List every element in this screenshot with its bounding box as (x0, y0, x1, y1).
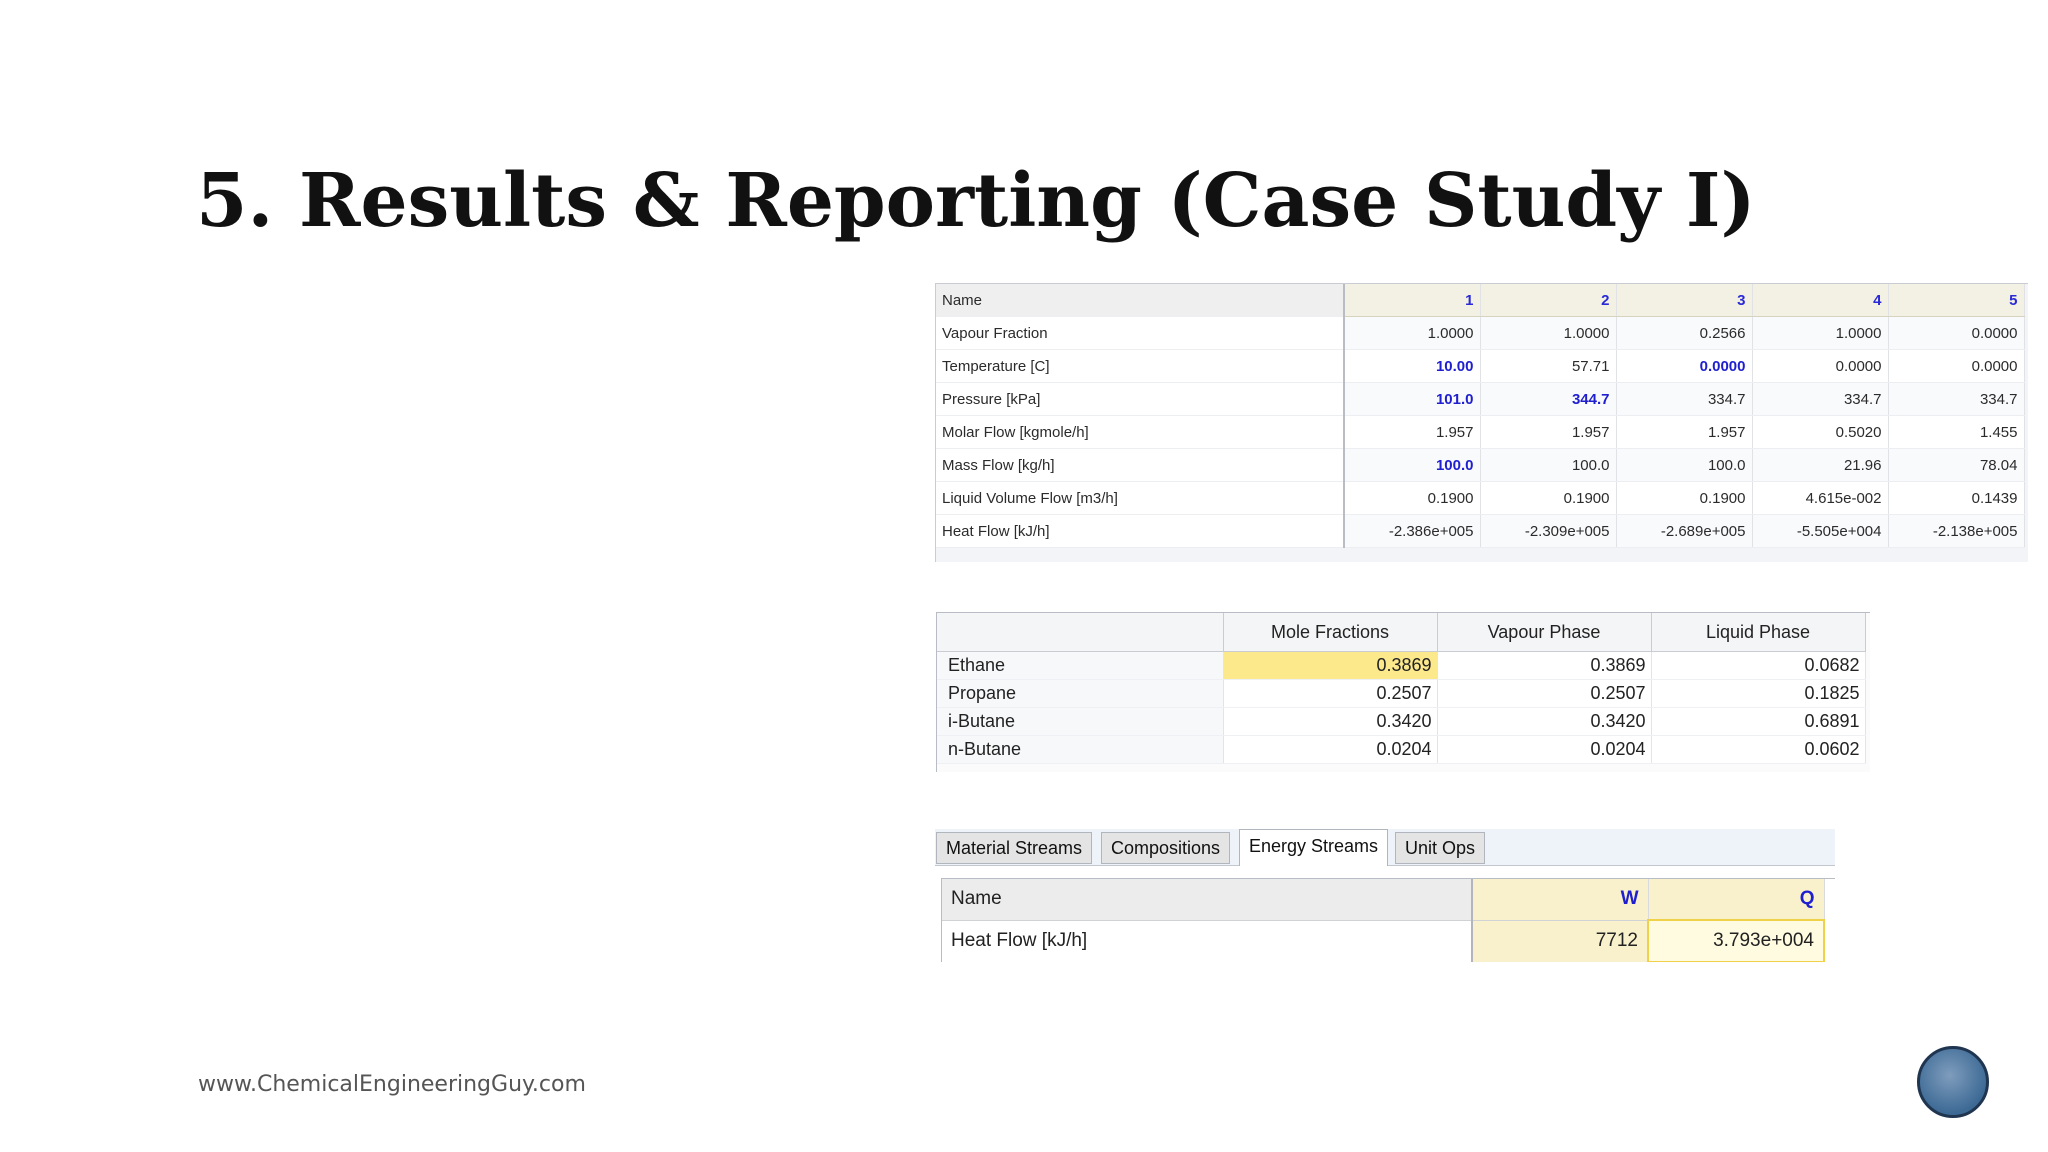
stream-value-cell[interactable]: 1.0000 (1480, 317, 1616, 350)
composition-value-cell[interactable]: 0.3869 (1437, 652, 1651, 680)
composition-row (937, 736, 1865, 764)
stream-table-row (936, 482, 2024, 515)
stream-value-cell[interactable]: 1.0000 (1752, 317, 1888, 350)
stream-row-label: Liquid Volume Flow [m3/h] (936, 482, 1344, 515)
component-name: i-Butane (937, 708, 1223, 736)
stream-row-label: Temperature [C] (936, 350, 1344, 383)
stream-value-cell[interactable]: 10.00 (1344, 350, 1480, 383)
stream-value-cell[interactable]: 78.04 (1888, 449, 2024, 482)
composition-value-cell[interactable]: 0.3420 (1437, 708, 1651, 736)
stream-row-label: Molar Flow [kgmole/h] (936, 416, 1344, 449)
stream-value-cell[interactable]: 100.0 (1480, 449, 1616, 482)
composition-column-header: Liquid Phase (1651, 613, 1865, 652)
composition-value-cell[interactable]: 0.0204 (1223, 736, 1437, 764)
energy-column-q[interactable]: Q (1648, 879, 1824, 920)
stream-summary-table (936, 284, 2025, 548)
slide-title: 5. Results & Reporting (Case Study I) (196, 158, 1756, 244)
stream-value-cell[interactable]: 344.7 (1480, 383, 1616, 416)
stream-table-row (936, 416, 2024, 449)
composition-row (937, 652, 1865, 680)
energy-streams-table (942, 879, 1825, 962)
stream-value-cell[interactable]: 100.0 (1616, 449, 1752, 482)
tab-energy-streams[interactable]: Energy Streams (1239, 829, 1388, 866)
stream-value-cell[interactable]: -2.138e+005 (1888, 515, 2024, 548)
stream-value-cell[interactable]: -5.505e+004 (1752, 515, 1888, 548)
composition-value-cell[interactable]: 0.0204 (1437, 736, 1651, 764)
stream-column-header[interactable]: 3 (1616, 284, 1752, 317)
composition-value-cell[interactable]: 0.6891 (1651, 708, 1865, 736)
stream-value-cell[interactable]: 0.2566 (1616, 317, 1752, 350)
stream-value-cell[interactable]: 0.1900 (1616, 482, 1752, 515)
stream-value-cell[interactable]: 101.0 (1344, 383, 1480, 416)
composition-value-cell[interactable]: 0.3869 (1223, 652, 1437, 680)
component-name: Propane (937, 680, 1223, 708)
stream-summary-panel (935, 283, 2028, 562)
component-name: Ethane (937, 652, 1223, 680)
stream-value-cell[interactable]: 0.0000 (1888, 317, 2024, 350)
stream-table-row (936, 350, 2024, 383)
stream-column-header[interactable]: 5 (1888, 284, 2024, 317)
stream-value-cell[interactable]: -2.689e+005 (1616, 515, 1752, 548)
stream-row-label: Heat Flow [kJ/h] (936, 515, 1344, 548)
stream-value-cell[interactable]: 100.0 (1344, 449, 1480, 482)
energy-header-row (942, 879, 1824, 920)
composition-header-row (937, 613, 1865, 652)
tab-compositions[interactable]: Compositions (1101, 832, 1230, 864)
stream-value-cell[interactable]: 0.1900 (1344, 482, 1480, 515)
composition-row (937, 680, 1865, 708)
tab-material-streams[interactable]: Material Streams (936, 832, 1092, 864)
energy-row-label: Heat Flow [kJ/h] (942, 920, 1472, 962)
energy-streams-panel (941, 878, 1835, 962)
composition-column-header: Vapour Phase (1437, 613, 1651, 652)
composition-value-cell[interactable]: 0.3420 (1223, 708, 1437, 736)
stream-table-row (936, 449, 2024, 482)
composition-panel (936, 612, 1870, 772)
stream-value-cell[interactable]: 334.7 (1752, 383, 1888, 416)
stream-value-cell[interactable]: 0.0000 (1616, 350, 1752, 383)
stream-value-cell[interactable]: 334.7 (1616, 383, 1752, 416)
stream-header-row (936, 284, 2024, 317)
composition-table (937, 613, 1866, 764)
logo-icon (1917, 1046, 1989, 1118)
composition-column-header: Mole Fractions (1223, 613, 1437, 652)
stream-value-cell[interactable]: 0.5020 (1752, 416, 1888, 449)
stream-row-label: Vapour Fraction (936, 317, 1344, 350)
stream-table-row (936, 383, 2024, 416)
composition-value-cell[interactable]: 0.0682 (1651, 652, 1865, 680)
stream-value-cell[interactable]: 1.455 (1888, 416, 2024, 449)
stream-name-header: Name (936, 284, 1344, 317)
stream-value-cell[interactable]: 334.7 (1888, 383, 2024, 416)
stream-row-label: Mass Flow [kg/h] (936, 449, 1344, 482)
stream-column-header[interactable]: 1 (1344, 284, 1480, 317)
tab-unit-ops[interactable]: Unit Ops (1395, 832, 1485, 864)
stream-value-cell[interactable]: 21.96 (1752, 449, 1888, 482)
composition-value-cell[interactable]: 0.0602 (1651, 736, 1865, 764)
energy-value-w[interactable]: 7712 (1472, 920, 1648, 962)
composition-row (937, 708, 1865, 736)
footer-url[interactable]: www.ChemicalEngineeringGuy.com (198, 1072, 586, 1097)
stream-table-row (936, 317, 2024, 350)
energy-heat-flow-row (942, 920, 1824, 962)
stream-value-cell[interactable]: 0.1439 (1888, 482, 2024, 515)
composition-value-cell[interactable]: 0.1825 (1651, 680, 1865, 708)
stream-value-cell[interactable]: -2.386e+005 (1344, 515, 1480, 548)
stream-value-cell[interactable]: 1.0000 (1344, 317, 1480, 350)
energy-name-header: Name (942, 879, 1472, 920)
stream-value-cell[interactable]: -2.309e+005 (1480, 515, 1616, 548)
composition-value-cell[interactable]: 0.2507 (1223, 680, 1437, 708)
stream-value-cell[interactable]: 4.615e-002 (1752, 482, 1888, 515)
stream-value-cell[interactable]: 57.71 (1480, 350, 1616, 383)
stream-column-header[interactable]: 4 (1752, 284, 1888, 317)
composition-column-header (937, 613, 1223, 652)
workbook-tab-bar (935, 829, 1835, 866)
stream-value-cell[interactable]: 0.1900 (1480, 482, 1616, 515)
stream-value-cell[interactable]: 1.957 (1344, 416, 1480, 449)
stream-column-header[interactable]: 2 (1480, 284, 1616, 317)
stream-value-cell[interactable]: 0.0000 (1888, 350, 2024, 383)
stream-value-cell[interactable]: 1.957 (1480, 416, 1616, 449)
stream-value-cell[interactable]: 0.0000 (1752, 350, 1888, 383)
energy-value-q[interactable]: 3.793e+004 (1648, 920, 1824, 962)
stream-row-label: Pressure [kPa] (936, 383, 1344, 416)
energy-column-w[interactable]: W (1472, 879, 1648, 920)
component-name: n-Butane (937, 736, 1223, 764)
composition-value-cell[interactable]: 0.2507 (1437, 680, 1651, 708)
stream-value-cell[interactable]: 1.957 (1616, 416, 1752, 449)
stream-table-row (936, 515, 2024, 548)
